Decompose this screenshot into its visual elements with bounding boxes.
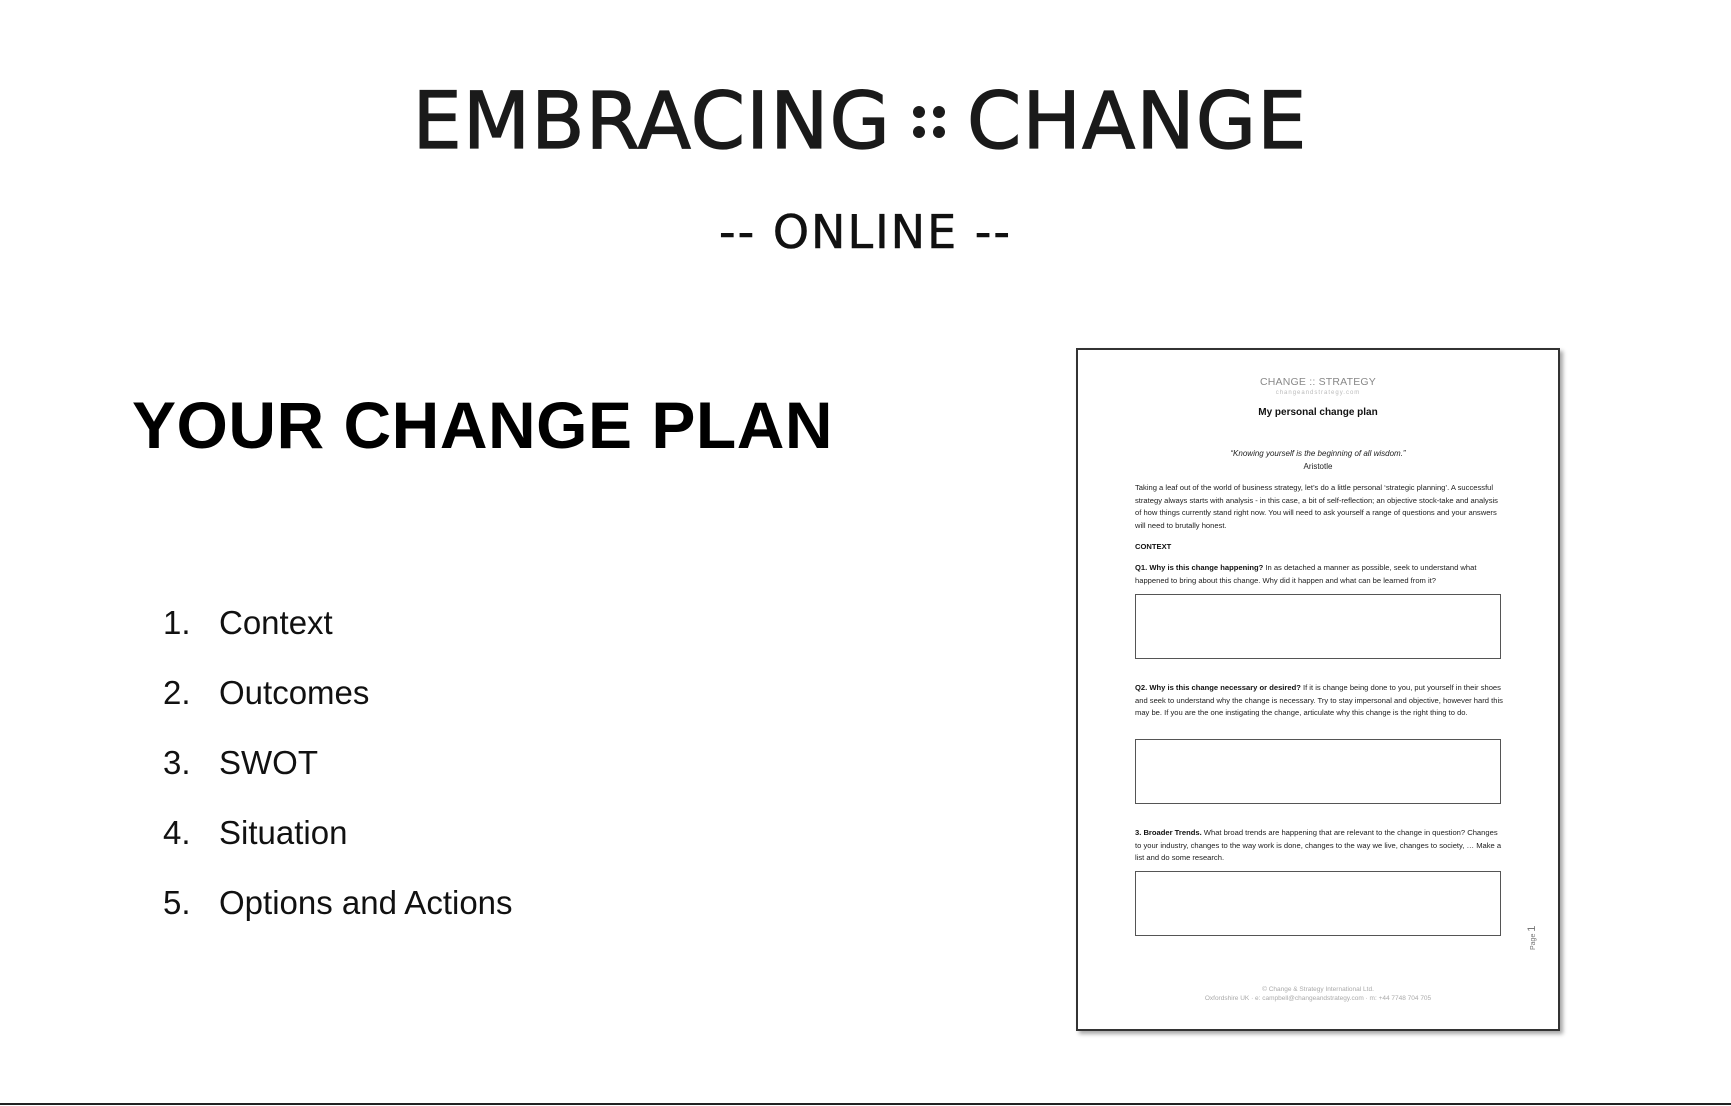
plan-list-item <box>163 868 513 938</box>
brand-right-word: CHANGE <box>966 77 1308 167</box>
doc-footer-line-1: © Change & Strategy International Ltd. <box>1262 986 1374 993</box>
bottom-rule <box>0 1103 1731 1105</box>
plan-title: YOUR CHANGE PLAN <box>132 388 834 462</box>
plan-item-number: 4. <box>163 814 191 851</box>
brand-wordmark <box>380 72 1340 172</box>
doc-section-label: CONTEXT <box>1135 542 1172 551</box>
plan-item-number: 2. <box>163 674 191 711</box>
doc-footer-line-2: Oxfordshire UK · e: campbell@changeandstrategy.com · m: +44 7748 704 705 <box>1204 995 1432 1002</box>
doc-question-3-text: What broad trends are happening that are relevant to the change in question? Changes to your industry, changes to the way work is done, changes to the way we live, changes to society, … Make a list and do some research. <box>1135 828 1502 862</box>
plan-list-item <box>163 798 513 868</box>
brand-left-word: EMBRACING <box>412 77 891 167</box>
doc-intro: Taking a leaf out of the world of business strategy, let’s do a little personal ‘strategic planning’. A successful strategy always starts with analysis - in this case, a bit of self-reflection; an objective stock-take and analysis of how things currently stand right now. You will need to ask yourself a range of questions and your answers will need to brutally honest. <box>1135 483 1498 530</box>
brand-dots-icon <box>913 106 945 138</box>
doc-answer-box-2 <box>1135 739 1501 804</box>
plan-list-item <box>163 728 513 798</box>
plan-item-number: 3. <box>163 744 191 781</box>
doc-question-3 <box>1135 827 1505 865</box>
document-thumbnail <box>1076 348 1560 1031</box>
doc-heading: My personal change plan <box>1258 407 1378 418</box>
plan-item-label: Context <box>219 604 333 641</box>
doc-quote-author: Aristotle <box>1303 462 1333 471</box>
subtitle: -- ONLINE -- <box>719 205 1012 259</box>
doc-question-2-title: Q2. Why is this change necessary or desired? <box>1135 683 1301 692</box>
plan-item-label: Options and Actions <box>219 884 513 921</box>
plan-item-label: Situation <box>219 814 348 851</box>
doc-page-label: Page <box>1530 931 1537 950</box>
doc-question-3-title: 3. Broader Trends. <box>1135 828 1202 837</box>
plan-list-item <box>163 588 513 658</box>
doc-quote: “Knowing yourself is the beginning of all wisdom.” <box>1230 449 1406 458</box>
doc-page-number <box>1526 926 1538 950</box>
doc-answer-box-1 <box>1135 594 1501 659</box>
doc-logo: CHANGE :: STRATEGY <box>1259 376 1376 388</box>
doc-answer-box-3 <box>1135 871 1501 936</box>
doc-question-1-title: Q1. Why is this change happening? <box>1135 563 1264 572</box>
doc-page-value: 1 <box>1526 925 1538 932</box>
doc-question-2-text: If it is change being done to you, put yourself in their shoes and seek to understand why the change is necessary. Try to stay impersonal and objective, however hard this may be. If you are the one instigating the change, articulate why this change is the right thing to do. <box>1135 683 1503 717</box>
plan-item-number: 1. <box>163 604 191 641</box>
doc-logo-subtitle: changeandstrategy.com <box>1275 390 1361 396</box>
doc-question-2 <box>1135 682 1505 720</box>
doc-question-1-text: In as detached a manner as possible, seek to understand what happened to bring about this change. Why did it happen and what can be learned from it? <box>1135 563 1477 585</box>
plan-item-number: 5. <box>163 884 191 921</box>
plan-item-label: SWOT <box>219 744 318 781</box>
doc-question-1 <box>1135 562 1505 587</box>
plan-list <box>163 588 513 938</box>
plan-item-label: Outcomes <box>219 674 370 711</box>
plan-list-item <box>163 658 513 728</box>
